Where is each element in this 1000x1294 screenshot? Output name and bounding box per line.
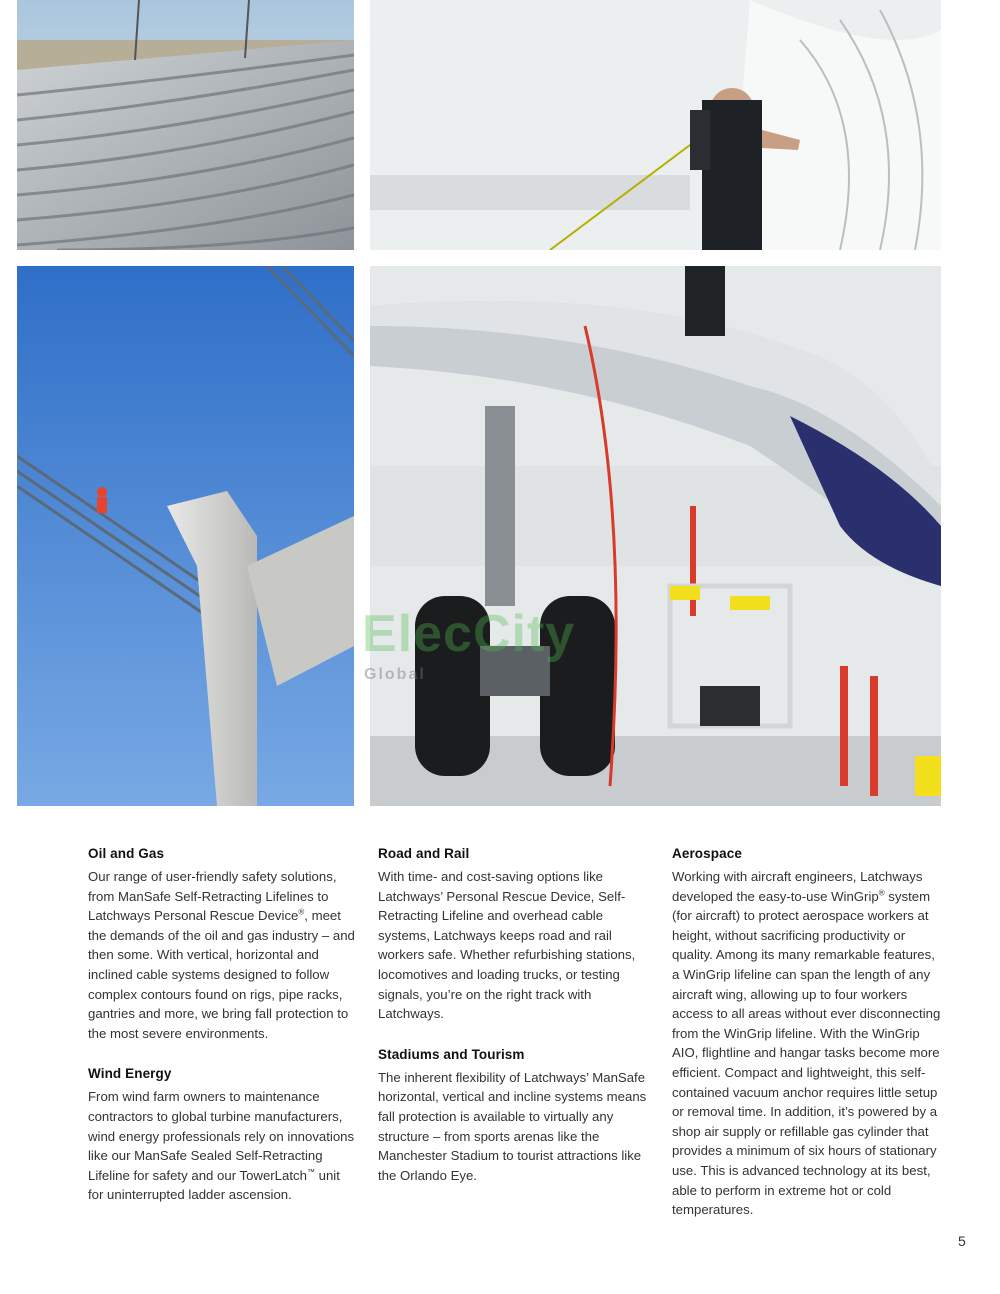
roof-photo <box>17 0 354 250</box>
column-right <box>672 846 942 1243</box>
aerospace-text: Working with aircraft engineers, Latchways developed the easy-to-use WinGrip® system (for aircraft) to protect aerospace workers at height, without sacrificing productivity or quality. Among its many remarkable features, a WinGrip lifeline can span the length of any aircraft wing, allowing up to four workers access to all areas without ever disconnecting from the WinGrip lifeline. With the WinGrip AIO, flightline and hangar tasks become more efficient. Compact and lightweight, this self-contained vacuum anchor requires little setup or removal time. In addition, it’s powered by a shop air supply or refillable gas cylinder that provides a minimum of six hours of stationary use. This is advanced technology at its best, able to perform in extreme hot or cold temperatures. <box>672 869 941 1218</box>
stadiums-text: The inherent flexibility of Latchways’ ManSafe horizontal, vertical and incline systems means fall protection is available to virtually any structure – from sports arenas like the Manchester Stadium to tourist attractions like the Orlando Eye. <box>378 1069 647 1183</box>
oil-gas-text: Our range of user-friendly safety solutions, from ManSafe Self-Retracting Lifelines to Latchways Personal Rescue Device®, meet the demands of the oil and gas industry – and then some. With vertical, horizontal and inclined cable systems designed to follow complex contours found on rigs, pipe racks, gantries and more, we bring fall protection to the most severe environments. <box>88 869 355 1041</box>
column-middle <box>378 846 648 1208</box>
hangar-engineer-photo <box>370 0 941 250</box>
aerospace-heading: Aerospace <box>672 846 742 861</box>
watermark-subtext: Global <box>364 666 426 683</box>
bridge-worker-photo <box>17 266 354 806</box>
wind-energy-text: From wind farm owners to maintenance contractors to global turbine manufacturers, wind energy professionals rely on innovations like our ManSafe Sealed Self-Retracting Lifeline for safety and our TowerLatch™ unit for uninterrupted ladder ascension. <box>88 1089 355 1203</box>
aircraft-wing-photo <box>370 266 941 806</box>
oil-gas-heading: Oil and Gas <box>88 846 165 861</box>
stadiums-heading: Stadiums and Tourism <box>378 1046 525 1062</box>
watermark-text: ElecCity <box>362 605 576 663</box>
column-left <box>88 846 358 1228</box>
wind-energy-heading: Wind Energy <box>88 1066 172 1082</box>
road-rail-text: With time- and cost-saving options like Latchways’ Personal Rescue Device, Self-Retracting Lifeline and overhead cable systems, Latchways keeps road and rail workers safe. Whether refurbishing stations, locomotives and loading trucks, or testing signals, you’re on the right track with Latchways. <box>378 869 636 1022</box>
road-rail-heading: Road and Rail <box>378 846 470 861</box>
page-number: 5 <box>958 1233 966 1249</box>
